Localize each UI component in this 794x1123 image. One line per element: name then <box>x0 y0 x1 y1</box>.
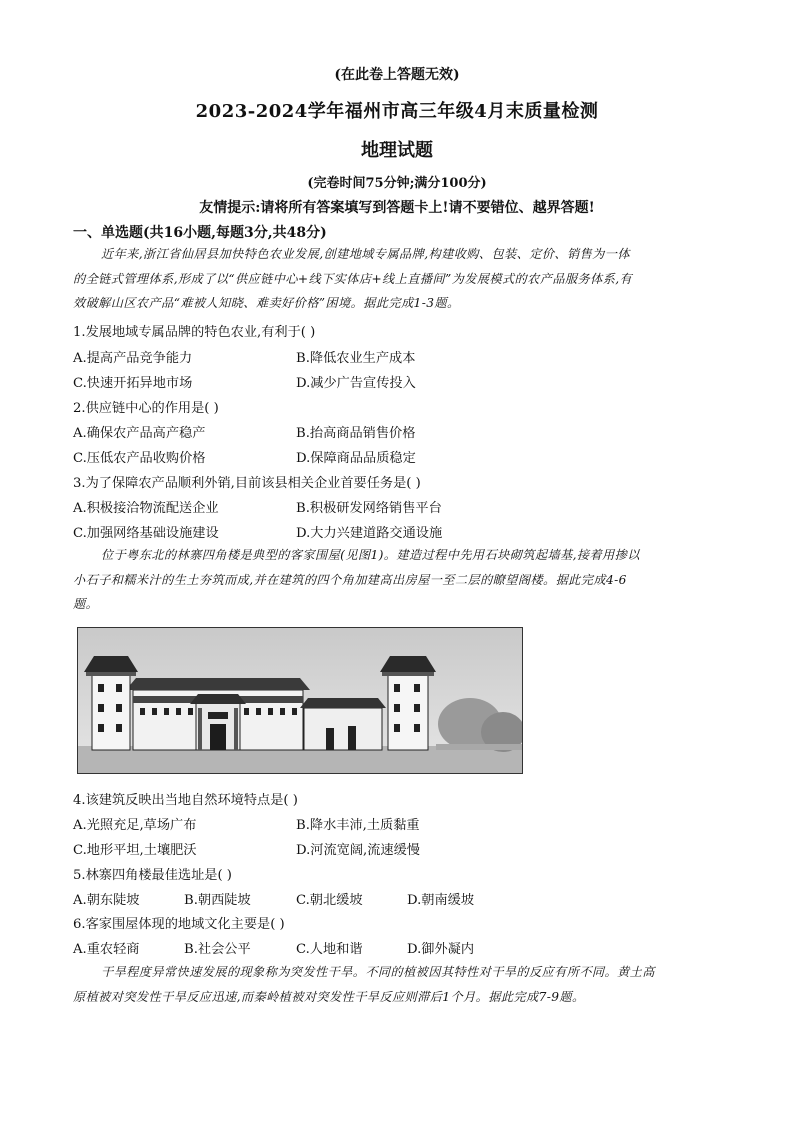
passage-1 <box>73 242 721 316</box>
question-2-option-c: C.压低农产品收购价格 <box>73 451 206 466</box>
question-5-stem: 5.林寨四角楼最佳选址是( ) <box>73 868 232 883</box>
passage-3 <box>73 960 721 1009</box>
passage-1-line: 的全链式管理体系,形成了以“供应链中心+线下实体店+线上直播间”为发展模式的农产品服务体系,有 <box>73 271 633 286</box>
question-3-option-a: A.积极接洽物流配送企业 <box>73 501 219 516</box>
question-2-option-d: D.保障商品品质稳定 <box>296 451 416 466</box>
exam-time: (完卷时间75分钟;满分100分) <box>307 176 487 191</box>
passage-2 <box>73 543 721 617</box>
passage-1-line: 效破解山区农产品“难被人知晓、难卖好价格”困境。据此完成1-3题。 <box>73 296 460 311</box>
passage-1-line: 近年来,浙江省仙居县加快特色农业发展,创建地域专属品牌,构建收购、包装、定价、销售为一体 <box>101 247 630 261</box>
question-6-option-b: B.社会公平 <box>184 942 251 957</box>
question-5-option-a: A.朝东陡坡 <box>73 893 140 908</box>
passage-2-line: 题。 <box>73 597 99 612</box>
passage-3-line: 原植被对突发性干旱反应迅速,而秦岭植被对突发性干旱反应则滞后1个月。据此完成7-9题。 <box>73 989 585 1004</box>
question-5-option-d: D.朝南缓坡 <box>407 893 475 908</box>
question-2-stem: 2.供应链中心的作用是( ) <box>73 401 219 416</box>
question-1-stem: 1.发展地域专属品牌的特色农业,有利于( ) <box>73 325 316 340</box>
question-2-option-a: A.确保农产品高产稳产 <box>73 426 206 441</box>
question-6-stem: 6.客家围屋体现的地域文化主要是( ) <box>73 917 285 932</box>
question-4-option-a: A.光照充足,草场广布 <box>73 818 197 833</box>
note-invalid: (在此卷上答题无效) <box>334 67 460 83</box>
question-2-option-b: B.抬高商品销售价格 <box>296 426 416 441</box>
question-3-option-d: D.大力兴建道路交通设施 <box>296 526 443 541</box>
question-5-option-b: B.朝西陡坡 <box>184 893 251 908</box>
friendly-tip: 友情提示:请将所有答案填写到答题卡上!请不要错位、越界答题! <box>199 200 595 216</box>
question-1-option-a: A.提高产品竞争能力 <box>73 351 193 366</box>
subject-title: 地理试题 <box>361 140 433 161</box>
passage-2-line: 小石子和糯米汁的生土夯筑而成,并在建筑的四个角加建高出房屋一至二层的瞭望阁楼。据此完成4-6 <box>73 572 627 587</box>
question-1-option-b: B.降低农业生产成本 <box>296 351 416 366</box>
question-4-option-b: B.降水丰沛,土质黏重 <box>296 818 420 833</box>
question-6-option-d: D.御外凝内 <box>407 942 475 957</box>
exam-title: 2023-2024学年福州市高三年级4月末质量检测 <box>195 101 599 122</box>
question-5-option-c: C.朝北缓坡 <box>296 893 363 908</box>
question-3-stem: 3.为了保障农产品顺利外销,目前该县相关企业首要任务是( ) <box>73 476 421 491</box>
question-1-option-c: C.快速开拓异地市场 <box>73 376 193 391</box>
question-6-option-a: A.重农轻商 <box>73 942 140 957</box>
question-6-option-c: C.人地和谐 <box>296 942 363 957</box>
figure-1-hakka-house-photo <box>77 627 523 774</box>
question-4-option-d: D.河流宽阔,流速缓慢 <box>296 843 420 858</box>
question-4-stem: 4.该建筑反映出当地自然环境特点是( ) <box>73 793 298 808</box>
passage-3-line: 干旱程度异常快速发展的现象称为突发性干旱。不同的植被因其特性对干旱的反应有所不同。黄土高 <box>101 965 655 979</box>
question-3-option-b: B.积极研发网络销售平台 <box>296 501 442 516</box>
hakka-house-illustration <box>78 628 522 773</box>
section-heading: 一、单选题(共16小题,每题3分,共48分) <box>73 225 327 241</box>
question-4-option-c: C.地形平坦,土壤肥沃 <box>73 843 197 858</box>
question-1-option-d: D.减少广告宣传投入 <box>296 376 416 391</box>
passage-2-line: 位于粤东北的林寨四角楼是典型的客家围屋(见图1)。建造过程中先用石块砌筑起墙基,接着用掺以 <box>101 548 640 562</box>
question-3-option-c: C.加强网络基础设施建设 <box>73 526 219 541</box>
